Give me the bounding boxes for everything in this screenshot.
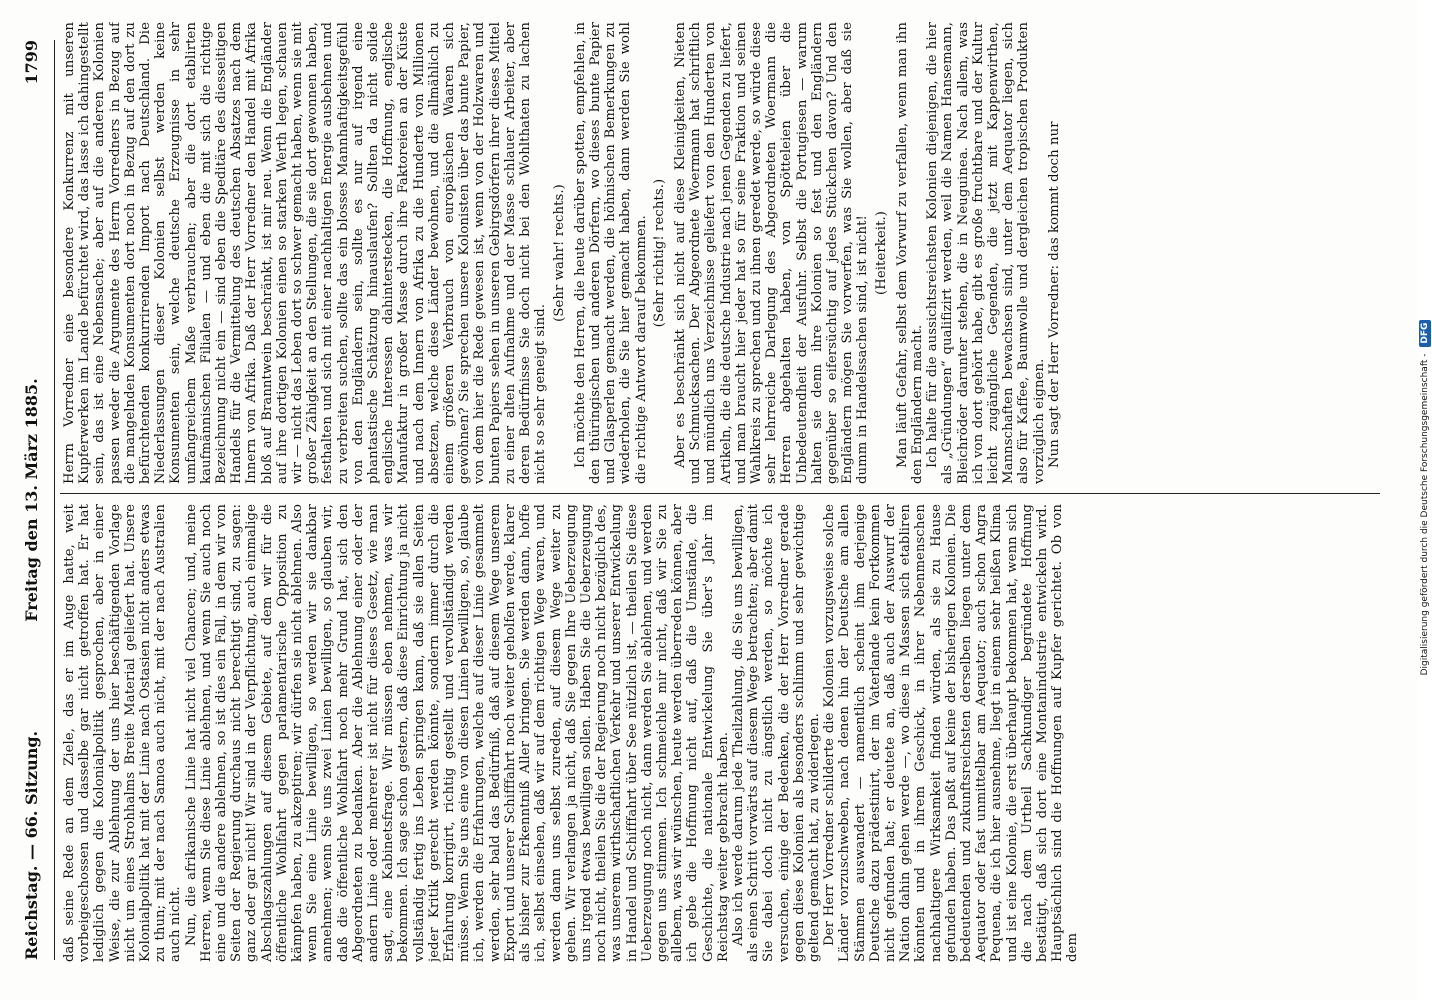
- credit-text: Digitalisierung gefördert durch die Deutsche Forschungsgemeinschaft -: [1420, 353, 1430, 676]
- paragraph: Herrn Vorredner eine besondere Konkurrenz mit unseren Kupferwerken im Lande befürchtet wird, das lasse ich dahingestellt sein, das ist eine Nebensache; aber auf die anderen Kolonien passen weder die Argumente des Herrn Vorredners in Bezug auf die mangelnden Konsumenten dort noch in Bezug auf den dort zu befürchtenden konkurrirenden Import nach Deutschland. Die Niederlassungen dieser Kolonien selbst werden keine Konsumenten sein, welche deutsche Erzeugnisse in sehr umfangreichem Maße verbrauchen; aber die dort etablirten kaufmännischen Filialen — und eben die mit sich die richtige Bezeichnung nicht ein — sind eben die Speditäre des diesseitigen Handels für die Vermittelung des deutschen Absatzes nach dem Innern von Afrika. Daß der Herr Vorredner den Handel mit Afrika bloß auf Branntwein beschränkt, ist mir neu. Wenn die Engländer auf ihre dortigen Kolonien einen so starken Werth legen, schauen wir — nicht das Leben dort so schwer gemacht haben, wenn sie mit großer Zähigkeit an den Stellungen, die sie dort gewonnen haben, festhalten und sich mit einer nachhaltigen Energie ausbehnen und zu verbreiten suchen, sollte das ein blosses Mannhaftigkeitsgefühl von den Engländern sein, sollte es nur auf irgend eine phantastische Schätzung hinauslaufen? Sollten da nicht solide englische Interessen dahinterstecken, die Hoffnung, englische Manufaktur in großer Masse durch ihre Faktoreien an der Küste und nach dem Innern von Afrika zu die Hunderte von Millionen absetzen, welche diese Länder bewohnen, und die allmählich zu einem größeren Verbrauch von europäischen Waaren sich gewöhnen? Sie sprechen unsere Kolonisten über das bunte Papier, von dem hier die Rede gewesen ist, wenn von der Holzwaren und bunten Papiers sehen in unseren Gebirgsdörfern ihrer dieses Mittel zu einer alten Aufnahme und der Masse schlauer Arbeiter, aber deren Bedürfnisse Sie doch nicht bei den Wohlthaten zu lachen nicht so sehr geneigt sind.: [62, 22, 549, 484]
- digitization-credit: [1419, 0, 1431, 995]
- interjection: (Heiterkeit.): [873, 210, 889, 296]
- paragraph: Der Herr Vorredner schilderte die Kolonien vorzugsweise solche Länder vorzuschweben, nach denen hin der Deutsche am allen Stämmen auswandert — namentlich scheint ihm derjenige Deutsche dazu prädestinirt, der im Vaterlande kein Fortkommen nicht gefunden hat; er deutete an, daß auch der Auswurf der Nation dahin gehen werde —, wo diese in Massen sich etabliren könnten und in ihrem Geschick, in ihrer Nebenmenschen nachhaltigere Wirksamkeit finden würden, als sie zu Hause gefunden haben. Das paßt auf keine der bisherigen Kolonien. Die bedeutenden und zukunftsreichsten derselben liegen unter dem Aequator oder fast unmittelbar am Aequator; auch schon Angra Pequena, die ich hier ausnehme, liegt in einem sehr heißen Klima und ist eine Kolonie, die erst überhaupt bekommen hat, wenn sich die nach dem Urtheil Sachkundiger begründete Hoffnung bestätigt, daß sich dort eine Montanindustrie entwickeln wird. Hauptsächlich sind die Hoffnungen auf Kupfer gerichtet. Ob von dem: [822, 504, 1081, 962]
- header-section: Reichstag. — 66. Sitzung.: [22, 730, 41, 960]
- paragraph: Ich möchte den Herren, die heute darüber spotten, empfehlen, in den thüringischen und anderen Dörfern, wo dieses bunte Papier und Glasperlen gemacht werden, die höhnischen Bemerkungen zu wiederholen, die Sie hier gemacht haben, dann werden Sie wohl die richtige Antwort darauf bekommen.: [572, 22, 649, 484]
- paragraph: Aber es beschränkt sich nicht auf diese Kleinigkeiten, Nieten und Schmucksachen. Der Abgeordnete Woermann hat schriftlich und mündlich uns Verzeichnisse geliefert von den Hunderten von Artikeln, die die deutsche Industrie nach jenen Gegenden zu liefert, und man braucht hier jeder hat so für seine Fraktion und seinen Wahlkreis zu sprechen und zu ihnen geredet werde, so würde diese sehr lehrreiche Darlegung des Abgeordneten Woermann die Herren abgehalten haben, von Spötteleien über die Unbedeutendheit der Ausfuhr. Selbst die Portugiesen — warum halten sie denn ihre Kolonien so fest und den Engländern gegenüber so eifersüchtig auf jedes Stückchen davon? Und den Engländern mögen Sie vorwerfen, was Sie wollen, aber daß sie dumm in Handelssachen sind, ist nicht!: [672, 22, 871, 484]
- interjection: (Sehr richtig! rechts.): [651, 178, 667, 328]
- dfg-logo: DFG: [1419, 320, 1431, 347]
- paragraph: daß seine Rede an dem Ziele, das er im Auge hatte, weit vorbeigeschossen und dasselbe gar nicht getroffen hat. Er hat lediglich gegen die Kolonialpolitik gesprochen, aber in einer Weise, die zur Ablehnung der uns hier beschäftigenden Vorlage nicht um eines Strohhalms Breite Material geliefert hat. Unsere Kolonialpolitik hat mit der Linie nach Ostasien nicht anders etwas zu thun; mit der nach Samoa auch nicht, mit der nach Australien auch nicht.: [62, 504, 184, 962]
- paragraph: Also ich werde darum jede Theilzahlung, die Sie uns bewilligen, als einen Schritt vorwärts auf diesem Wege betrachten; aber damit Sie dabei doch nicht zu ängstlich werden, so möchte ich versuchen, einige der Bedenken, die der Herr Vorredner gerade gegen diese Kolonien als besonders schlimm und sehr gewichtige geltend gemacht hat, zu widerlegen.: [730, 504, 822, 962]
- page-header: [22, 40, 46, 960]
- paragraph: Ich halte für die aussichtsreichsten Kolonien diejenigen, die hier als „Gründungen“ qualifizirt werden, weil die Namen Hansemann, Bleichröder darunter stehen, die in Neuguinea. Nach allem, was ich von dort gehört habe, gibt es große fruchtbare und der Kultur leicht zugängliche Gegenden, die jetzt mit Kappenwirthen, Mannschaften bewachsen sind, unter dem Aequator liegen, sich also für Kaffee, Baumwolle und dergleichen tropischen Produkten vorzüglich eignen.: [925, 22, 1047, 484]
- paragraph: Nun, die afrikanische Linie hat nicht viel Chancen; und, meine Herren, wenn Sie diese Linie ablehnen, und wenn Sie auch noch eine und die andere ablehnen, so ist dies ein Fall, in dem wir von Seiten der Regierung durchaus nicht berechtigt sind, zu sagen: ganz oder gar nicht! Wir sind in der Verpflichtung, auch einmalige Abschlagszahlungen auf diesem Gebiete, auf dem wir für die öffentliche Wohlfahrt gegen parlamentarische Opposition zu kämpfen haben, zu akzeptiren; wir dürfen sie nicht ablehnen. Also wenn Sie eine Linie bewilligen, so werden wir sie dankbar annehmen; wenn Sie uns zwei Linien bewilligen, so glauben wir, daß die öffentliche Wohlfahrt noch mehr Grund hat, sich den Abgeordneten zu bedanken. Aber die Ablehnung einer oder der andern Linie oder mehrerer ist nicht für dieses Gesetz, wie man sagt, eine Kabinetsfrage. Wir müssen eben nehmen, was wir bekommen. Ich sage schon gestern, daß diese Einrichtung ja nicht vollständig fertig ins Leben springen kann, daß sie allen Seiten jeder Kritik gerecht werden könnte, sondern immer durch die Erfahrung korrigirt, richtig gestellt und vervollständigt werden müsse. Wenn Sie uns eine von diesen Linien bewilligen, so, glaube ich, werden die Erfahrungen, welche auf dieser Linie gesammelt werden, sehr bald das Bedürfniß, daß auf diesem Wege unserem Export und unserer Schifffahrt noch weiter geholfen werde, klarer als bisher zur Erkenntniß Aller bringen. Sie werden dann, hoffe ich, selbst einsehen, daß wir auf dem richtigen Wege waren, und werden dann uns selbst zureden, auf diesem Wege weiter zu gehen. Wir verlangen ja nicht, daß Sie gegen Ihre Ueberzeugung uns irgend etwas bewilligen sollen. Haben Sie die Ueberzeugung noch nicht, theilen Sie die der Regierung noch nicht bezüglich des, was unserem wirthschaftlichen Verkehr und unserer Entwickelung in Handel und Schifffahrt über See nützlich ist, — theilen Sie diese Ueberzeugung noch nicht, dann werden Sie ablehnen, und werden gegen uns stimmen. Ich schmeichle mir nicht, daß wir Sie zu allebem, was wir wünschen, heute werden überreden können, aber ich gebe die Hoffnung nicht auf, daß die Umstände, die Geschichte, die nationale Entwickelung Sie über's Jahr im Reichstag weiter gebracht haben.: [183, 504, 731, 962]
- header-rule: [54, 40, 55, 960]
- column-divider: [60, 493, 1380, 494]
- header-date: Freitag den 13. März 1885.: [22, 378, 41, 622]
- paragraph: Nun sagt der Herr Vorredner: das kommt doch nur: [1046, 121, 1062, 468]
- interjection: (Sehr wahr! rechts.): [551, 184, 567, 322]
- page-number: 1799: [22, 40, 41, 85]
- right-column: [62, 22, 1382, 484]
- left-column: [62, 504, 1382, 962]
- paragraph: Man läuft Gefahr, selbst dem Vorwurf zu verfallen, wenn man ihn den Engländern macht.: [894, 22, 925, 484]
